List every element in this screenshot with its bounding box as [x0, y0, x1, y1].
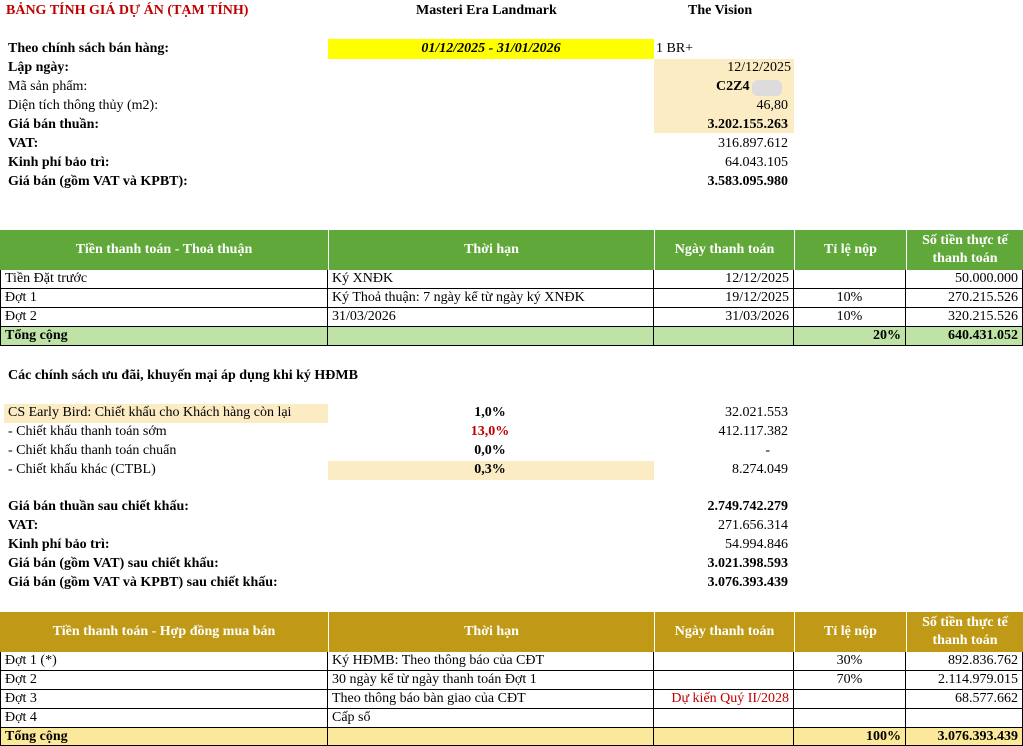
promo-label: - Chiết khấu thanh toán sớm	[8, 424, 167, 439]
table-row-cell: 30%	[794, 652, 906, 671]
vat-after-value: 271.656.314	[718, 518, 788, 533]
table-row-cell: 50.000.000	[906, 270, 1023, 289]
promo-amount: -	[765, 443, 770, 458]
promo-heading: Các chính sách ưu đãi, khuyến mại áp dụng khi ký HĐMB	[8, 368, 358, 383]
table-row-cell: Đợt 1 (*)	[0, 652, 328, 671]
table-row-cell: 2.114.979.015	[906, 671, 1023, 690]
t1-total-label: Tổng cộng	[0, 327, 328, 346]
t2-header-rate: Tỉ lệ nộp	[794, 612, 906, 652]
net-after-value: 2.749.742.279	[707, 499, 788, 514]
table-row-cell: Đợt 2	[0, 671, 328, 690]
promo-amount: 32.021.553	[725, 405, 788, 420]
table-row-cell: 31/03/2026	[328, 308, 654, 327]
promo-amount: 412.117.382	[718, 424, 788, 439]
table-row-cell: 30 ngày kể từ ngày thanh toán Đợt 1	[328, 671, 654, 690]
promo-pct: 1,0%	[474, 405, 506, 420]
t1-header-amount: Số tiền thực tế thanh toán	[906, 230, 1023, 270]
promo-pct: 0,0%	[474, 443, 506, 458]
table-row-cell	[654, 709, 794, 728]
table-row-cell: Ký XNĐK	[328, 270, 654, 289]
table-row-cell: 12/12/2025	[654, 270, 794, 289]
project-name: Masteri Era Landmark	[416, 3, 557, 18]
promo-pct: 0,3%	[474, 462, 506, 477]
total-after-label: Giá bán (gồm VAT và KPBT) sau chiết khấu:	[8, 575, 278, 590]
t1-header-payment: Tiền thanh toán - Thoả thuận	[0, 230, 328, 270]
with-vat-after-label: Giá bán (gồm VAT) sau chiết khấu:	[8, 556, 219, 571]
t2-total-term	[328, 728, 654, 746]
promo-label: - Chiết khấu khác (CTBL)	[8, 462, 156, 477]
policy-period: 01/12/2025 - 31/01/2026	[328, 39, 654, 59]
t1-total-amount: 640.431.052	[906, 327, 1023, 346]
t1-total-rate: 20%	[794, 327, 906, 346]
t1-header-rate: Tỉ lệ nộp	[794, 230, 906, 270]
maint-after-value: 54.994.846	[725, 537, 788, 552]
t2-header-date: Ngày thanh toán	[654, 612, 794, 652]
maint-after-label: Kinh phí bảo trì:	[8, 537, 110, 552]
vat-after-label: VAT:	[8, 518, 39, 533]
table-row-cell: Ký HĐMB: Theo thông báo của CĐT	[328, 652, 654, 671]
table-row-cell: Dự kiến Quý II/2028	[654, 690, 794, 709]
t2-total-amount: 3.076.393.439	[906, 728, 1023, 746]
table-row-cell	[906, 709, 1023, 728]
code-redaction	[752, 80, 782, 96]
t1-total-date	[654, 327, 794, 346]
code-label: Mã sản phẩm:	[8, 79, 88, 94]
table-row-cell: Cấp sổ	[328, 709, 654, 728]
net-price-label: Giá bán thuần:	[8, 117, 100, 132]
t2-header-amount: Số tiền thực tế thanh toán	[906, 612, 1023, 652]
vat-value: 316.897.612	[718, 136, 788, 151]
with-vat-after-value: 3.021.398.593	[707, 556, 788, 571]
table-row-cell: Ký Thoả thuận: 7 ngày kể từ ngày ký XNĐK	[328, 289, 654, 308]
table-row-cell: 31/03/2026	[654, 308, 794, 327]
policy-label: Theo chính sách bán hàng:	[8, 41, 170, 56]
date-value: 12/12/2025	[727, 60, 791, 75]
table-row-cell: Đợt 2	[0, 308, 328, 327]
unit-type: 1 BR+	[656, 41, 694, 56]
t2-header-payment: Tiền thanh toán - Hợp đồng mua bán	[0, 612, 328, 652]
table-row-cell: 10%	[794, 308, 906, 327]
table-row-cell: Đợt 3	[0, 690, 328, 709]
maintenance-value: 64.043.105	[725, 155, 788, 170]
maintenance-label: Kinh phí bảo trì:	[8, 155, 110, 170]
promo-amount: 8.274.049	[732, 462, 788, 477]
vat-label: VAT:	[8, 136, 39, 151]
table-row-cell: Đợt 4	[0, 709, 328, 728]
table-row-cell: 892.836.762	[906, 652, 1023, 671]
promo-label: CS Early Bird: Chiết khấu cho Khách hàng còn lại	[8, 405, 292, 420]
sheet-title: BẢNG TÍNH GIÁ DỰ ÁN (TẠM TÍNH)	[6, 3, 249, 18]
promo-label: - Chiết khấu thanh toán chuẩn	[8, 443, 177, 458]
t1-total-term	[328, 327, 654, 346]
net-after-label: Giá bán thuần sau chiết khấu:	[8, 499, 189, 514]
table-row-cell	[654, 652, 794, 671]
area-value: 46,80	[756, 98, 788, 113]
table-row-cell: 19/12/2025	[654, 289, 794, 308]
table-row-cell: 68.577.662	[906, 690, 1023, 709]
area-label: Diện tích thông thủy (m2):	[8, 98, 159, 113]
code-value: C2Z4	[716, 79, 750, 94]
t2-header-term: Thời hạn	[328, 612, 654, 652]
table-row-cell: 270.215.526	[906, 289, 1023, 308]
promo-pct: 13,0%	[470, 424, 510, 439]
total-after-value: 3.076.393.439	[707, 575, 788, 590]
table-row-cell: 10%	[794, 289, 906, 308]
total-price-value: 3.583.095.980	[707, 174, 788, 189]
t1-header-term: Thời hạn	[328, 230, 654, 270]
t2-total-rate: 100%	[794, 728, 906, 746]
table-row-cell	[654, 671, 794, 690]
table-row-cell	[794, 690, 906, 709]
table-row-cell: 70%	[794, 671, 906, 690]
date-label: Lập ngày:	[8, 60, 70, 75]
table-row-cell	[794, 709, 906, 728]
total-price-label: Giá bán (gồm VAT và KPBT):	[8, 174, 188, 189]
net-price-value: 3.202.155.263	[707, 117, 788, 132]
table-row-cell: 320.215.526	[906, 308, 1023, 327]
t2-total-date	[654, 728, 794, 746]
t1-header-date: Ngày thanh toán	[654, 230, 794, 270]
t2-total-label: Tổng cộng	[0, 728, 328, 746]
table-row-cell	[794, 270, 906, 289]
table-row-cell: Tiền Đặt trước	[0, 270, 328, 289]
table-row-cell: Theo thông báo bàn giao của CĐT	[328, 690, 654, 709]
table-row-cell: Đợt 1	[0, 289, 328, 308]
subdivision-name: The Vision	[688, 3, 753, 18]
